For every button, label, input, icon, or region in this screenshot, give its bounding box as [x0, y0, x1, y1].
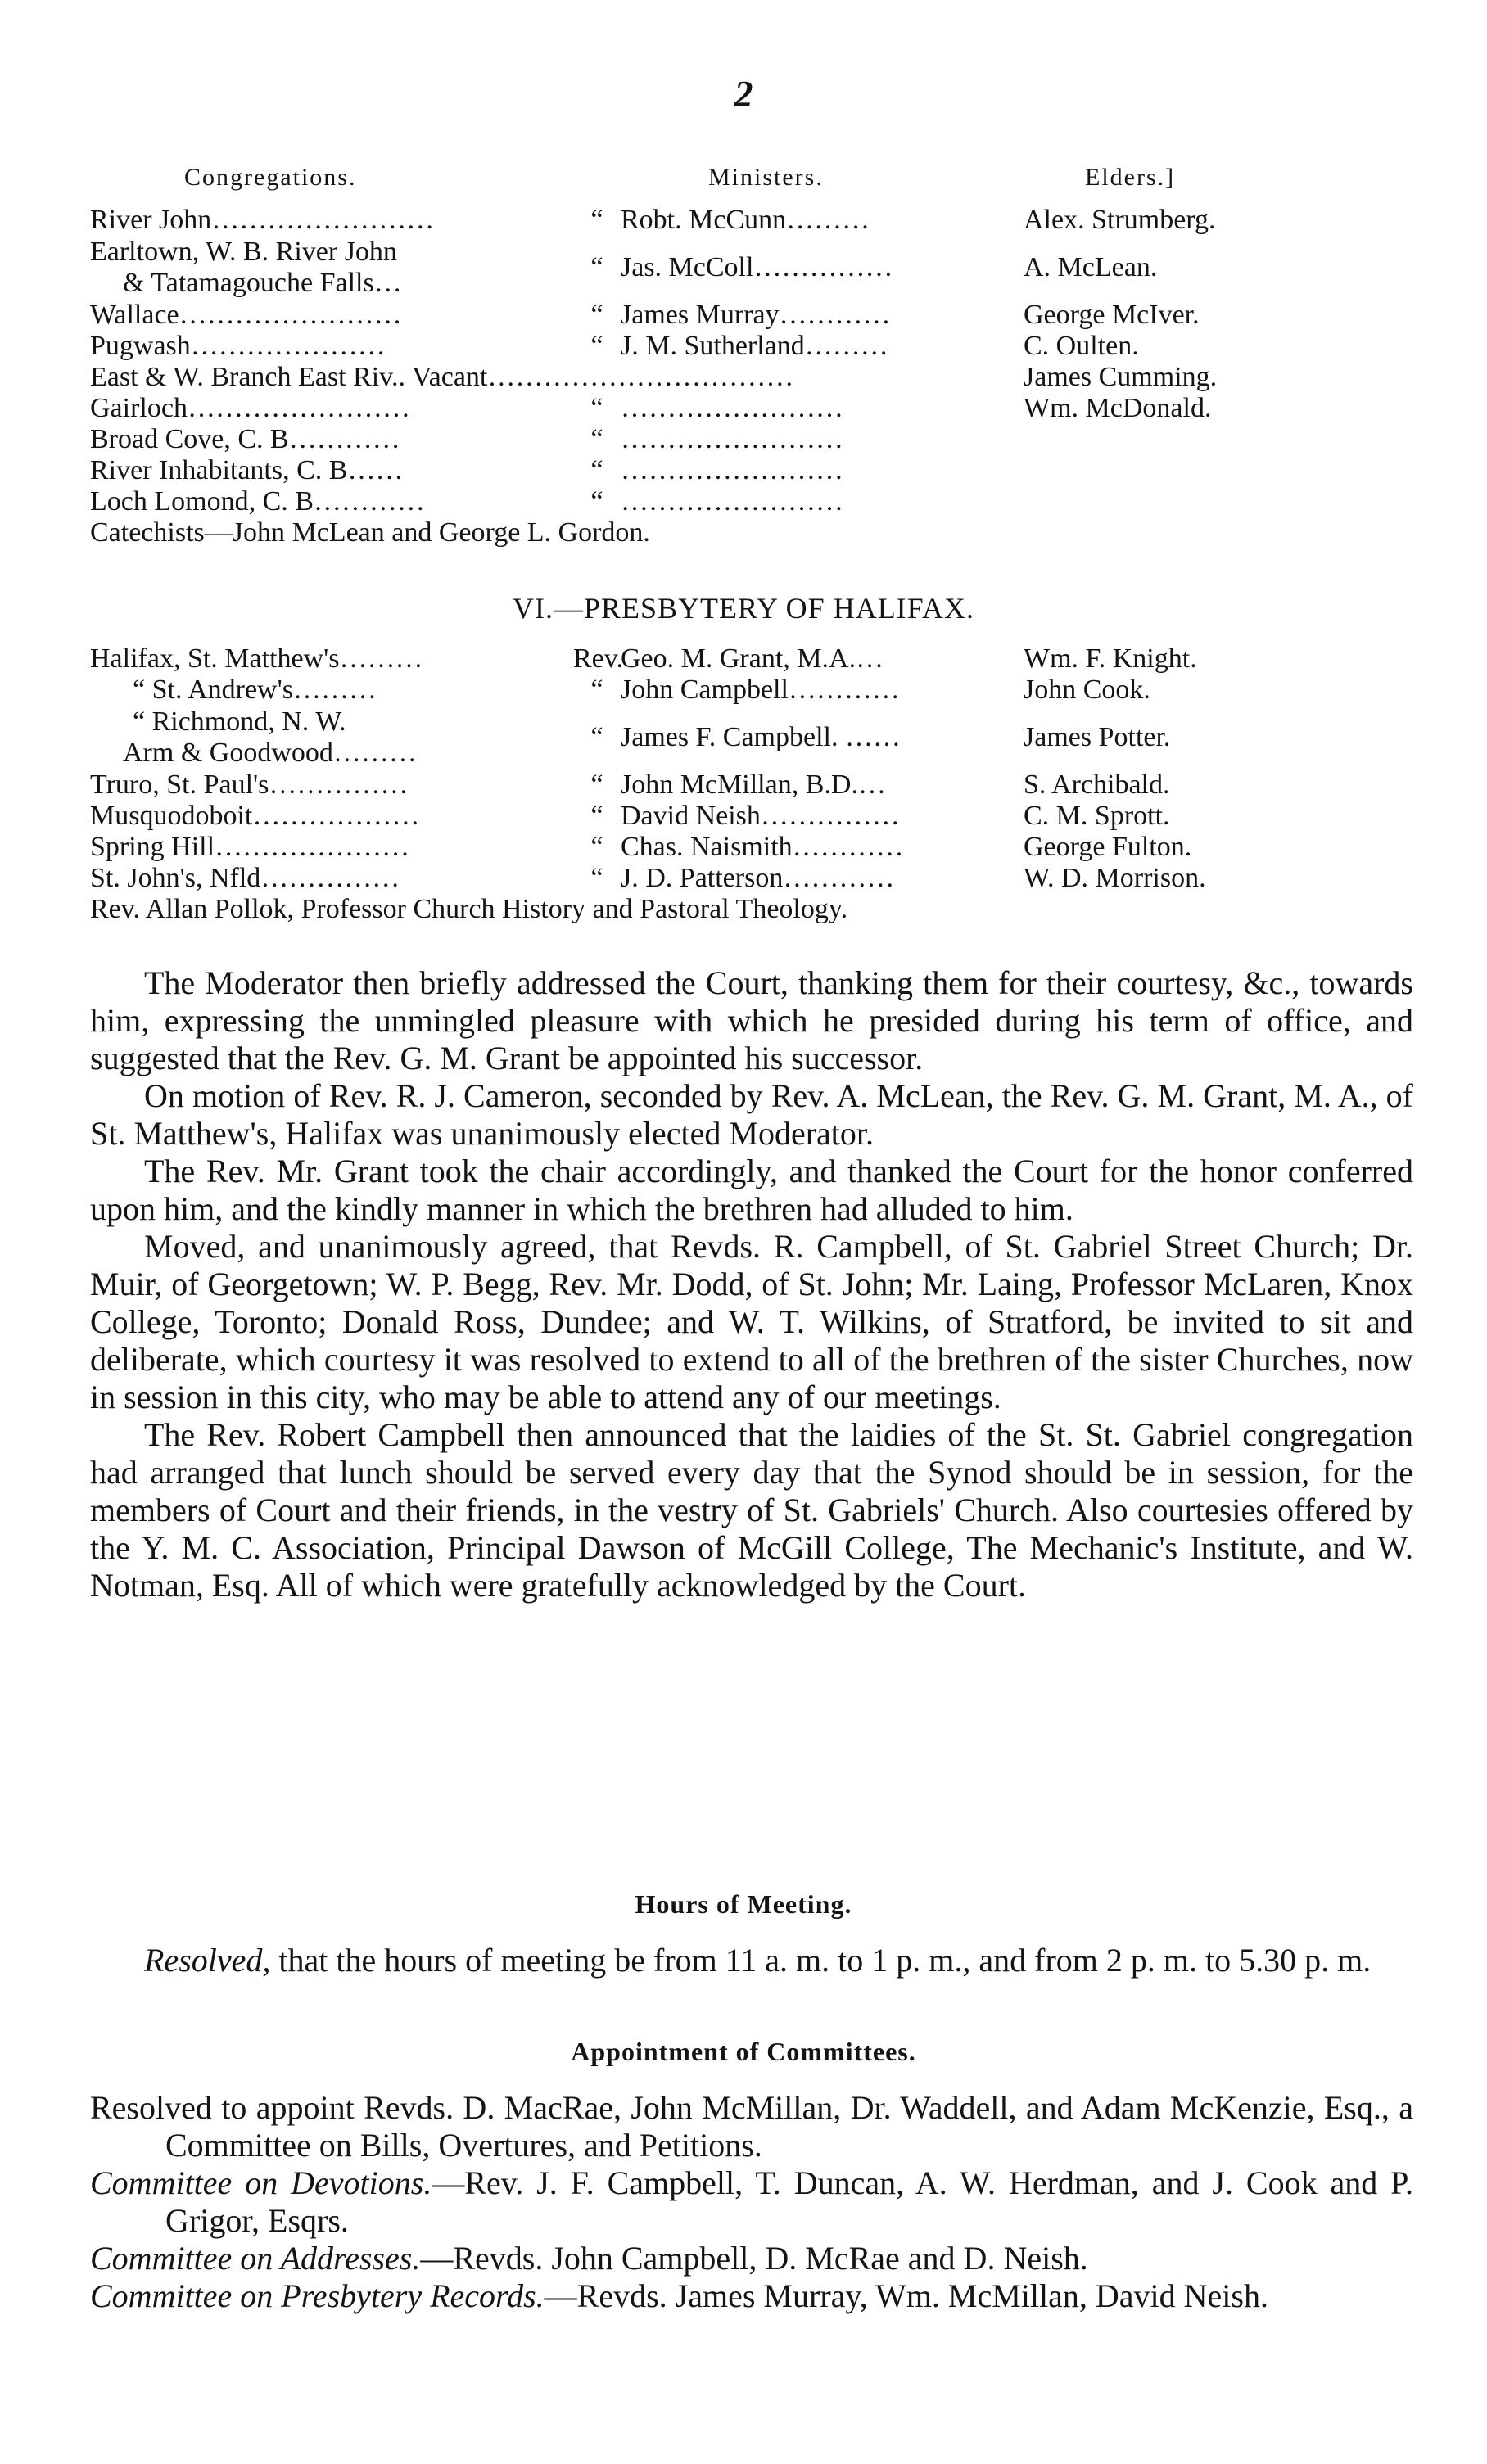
- vacant-line: East & W. Branch East Riv.. Vacant…………………………… James Cumming.: [90, 362, 1218, 392]
- list-item: Gairloch…………………… “ …………………… Wm. McDonald.: [90, 393, 1212, 423]
- list-item: Wallace…………………… “ James Murray………… George McIver.: [90, 300, 1200, 330]
- paragraph: Moved, and unanimously agreed, that Revds. R. Campbell, of St. Gabriel Street Church; Dr. Muir, of Georgetown; W. P. Begg, Rev. Mr. Dodd, of St. John; Mr. Laing, Professor McLaren, Knox College, Toronto; Donald Ross, Dundee; and W. T. Wilkins, of Stratford, be invited to sit and deliberate, which courtesy it was resolved to extend to all of the brethren of the sister Churches, now in session in this city, who may be able to attend any of our meetings.: [90, 1228, 1413, 1415]
- list-item: St. John's, Nfld…………… “ J. D. Patterson………… W. D. Morrison.: [90, 863, 1206, 893]
- paragraph: On motion of Rev. R. J. Cameron, seconded by Rev. A. McLean, the Rev. G. M. Grant, M. A., of St. Matthew's, Halifax was unanimously elected Moderator.: [90, 1077, 1413, 1152]
- minutes-body: [90, 964, 1413, 1604]
- list-item: Truro, St. Paul's…………… “ John McMillan, B.D.… S. Archibald.: [90, 769, 1170, 800]
- list-item: River Inhabitants, C. B…… “ ……………………: [90, 455, 843, 485]
- list-item: Musquodoboit……………… “ David Neish…………… C. M. Sprott.: [90, 801, 1170, 831]
- list-item: “ St. Andrew's……… “ John Campbell………… John Cook.: [133, 675, 1150, 705]
- list-item: Halifax, St. Matthew's……… Rev. Geo. M. Grant, M.A.… Wm. F. Knight.: [90, 643, 1197, 674]
- list-item: Committee on Addresses.—Revds. John Campbell, D. McRae and D. Neish.: [90, 2240, 1088, 2277]
- paragraph: The Rev. Mr. Grant took the chair accordingly, and thanked the Court for the honor conferred upon him, and the kindly manner in which the brethren had alluded to him.: [90, 1153, 1413, 1227]
- paragraph: Resolved, that the hours of meeting be from 11 a. m. to 1 p. m., and from 2 p. m. to 5.30 p. m.: [144, 1942, 1372, 1979]
- list-item: Resolved to appoint Revds. D. MacRae, John McMillan, Dr. Waddell, and Adam McKenzie, Esq., a Committee on Bills, Overtures, and Petitions.: [90, 2089, 1413, 2164]
- header-congregations: Congregations.: [184, 164, 357, 191]
- list-item: Loch Lomond, C. B………… “ ……………………: [90, 486, 843, 517]
- presbytery-list-b: [90, 643, 1335, 925]
- list-item: Pugwash………………… “ J. M. Sutherland……… C. Oulten.: [90, 331, 1139, 361]
- committees-heading: Appointment of Committees.: [571, 2037, 916, 2066]
- page-number: 2: [734, 73, 753, 115]
- list-item: Committee on Devotions.—Rev. J. F. Campbell, T. Duncan, A. W. Herdman, and J. Cook and P. Grigor, Esqrs.: [90, 2164, 1413, 2239]
- hours-resolution: [90, 1942, 1413, 1979]
- paragraph: The Rev. Robert Campbell then announced that the laidies of the St. St. Gabriel congregation had arranged that lunch should be served every day that the Synod should be in session, for the members of Court and their friends, in the vestry of St. Gabriels' Church. Also courtesies offered by the Y. M. C. Association, Principal Dawson of McGill College, The Mechanic's Institute, and W. Notman, Esq. All of which were gratefully acknowledged by the Court.: [90, 1416, 1413, 1604]
- list-item: Broad Cove, C. B………… “ ……………………: [90, 424, 843, 454]
- list-item: “ Richmond, N. W. Arm & Goodwood……… “ James F. Campbell. …… James Potter.: [123, 706, 1171, 768]
- section-title: VI.—PRESBYTERY OF HALIFAX.: [512, 592, 975, 625]
- committees-list: [90, 2089, 1413, 2315]
- list-item: Spring Hill………………… “ Chas. Naismith………… George Fulton.: [90, 832, 1192, 862]
- hours-heading: Hours of Meeting.: [635, 1889, 852, 1919]
- list-item: River John…………………… “ Robt. McCunn……… Alex. Strumberg.: [90, 205, 1216, 235]
- paragraph: The Moderator then briefly addressed the Court, thanking them for their courtesy, &c., towards him, expressing the unmingled pleasure with which he presided during his term of office, and suggested that the Rev. G. M. Grant be appointed his successor.: [90, 964, 1413, 1076]
- header-ministers: Ministers.: [708, 164, 824, 191]
- list-item: Earltown, W. B. River John & Tatamagouche Falls… “ Jas. McColl…………… A. McLean.: [90, 237, 1158, 298]
- column-headers: [184, 164, 1380, 196]
- header-elders: Elders.]: [1085, 164, 1176, 191]
- professor-line: Rev. Allan Pollok, Professor Church History and Pastoral Theology.: [90, 894, 848, 924]
- catechists-line: Catechists—John McLean and George L. Gordon.: [90, 517, 650, 548]
- list-item: Committee on Presbytery Records.—Revds. James Murray, Wm. McMillan, David Neish.: [90, 2277, 1268, 2314]
- presbytery-list-a: [90, 205, 1335, 548]
